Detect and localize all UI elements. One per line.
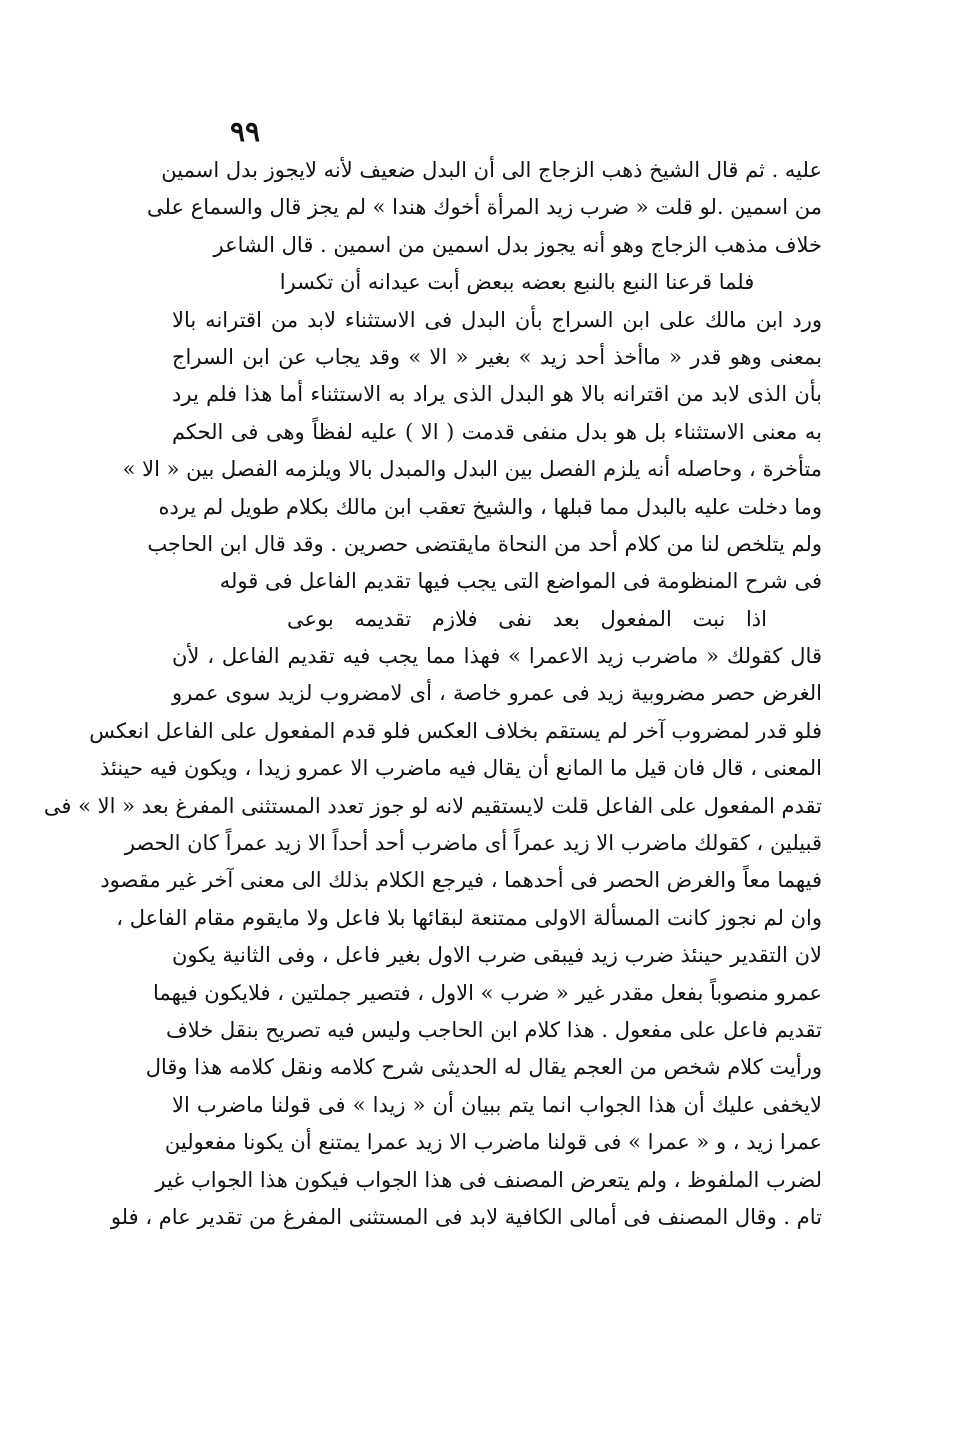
text-line: تقدم المفعول على الفاعل قلت لايستقيم لانه لو جوز تعدد المستثنى المفرغ بعد « الا » فى (43, 793, 822, 818)
text-line: قبيلين ، كقولك ماضرب الا زيد عمراً أى ماضرب أحد أحداً الا زيد عمراً كان الحصر (124, 831, 822, 856)
text-line: المعنى ، قال فان قيل ما المانع أن يقال فيه ماضرب الا عمرو زيدا ، ويكون فيه حينئذ (99, 756, 822, 781)
text-line: به معنى الاستثناء بل هو بدل منفى قدمت ( الا ) عليه لفظاً وهى فى الحكم (172, 419, 822, 444)
text-line: وما دخلت عليه بالبدل مما قبلها ، والشيخ تعقب ابن مالك بكلام طويل لم يرده (158, 494, 822, 519)
text-line: ورأيت كلام شخص من العجم يقال له الحديثى شرح كلامه ونقل كلامه هذا وقال (145, 1055, 822, 1080)
text-line: عمرا زيد ، و « عمرا » فى قولنا ماضرب الا زيد عمرا يمتنع أن يكونا مفعولين (164, 1130, 822, 1155)
text-line: لايخفى عليك أن هذا الجواب انما يتم ببيان أن « زيدا » فى قولنا ماضرب الا (172, 1092, 822, 1117)
text-line: من اسمين .لو قلت « ضرب زيد المرأة أخوك هندا » لم يجز قال والسماع على (147, 195, 822, 220)
text-line: فى شرح المنظومة فى المواضع التى يجب فيها تقديم الفاعل فى قوله (219, 569, 822, 594)
text-line: فيهما معاً والغرض الحصر فى أحدهما ، فيرجع الكلام بذلك الى معنى آخر غير مقصود (100, 868, 822, 893)
text-line: تام . وقال المصنف فى أمالى الكافية لابد فى المستثنى المفرغ من تقدير عام ، فلو (110, 1204, 822, 1229)
poem-verse: فلما قرعنا النبع بالنبع بعضه ببعض أبت عيدانه أن تكسرا (279, 270, 755, 295)
text-line: عليه . ثم قال الشيخ ذهب الزجاج الى أن البدل ضعيف لأنه لايجوز بدل اسمين (161, 158, 822, 182)
text-line: الغرض حصر مضروبية زيد فى عمرو خاصة ، أى لامضروب لزيد سوى عمرو (172, 681, 822, 706)
text-line: فلو قدر لمضروب آخر لم يستقم بخلاف العكس فلو قدم المفعول على الفاعل انعكس (89, 718, 822, 743)
text-line: ولم يتلخص لنا من كلام أحد من النحاة مايقتضى حصرين . وقد قال ابن الحاجب (147, 531, 822, 556)
page-number: ٩٩ (229, 115, 261, 148)
text-line: بأن الذى لابد من اقترانه بالا هو البدل الذى يراد به الاستثناء أما هذا فلم يرد (172, 382, 822, 407)
text-line: لضرب الملفوظ ، ولم يتعرض المصنف فى هذا الجواب فيكون هذا الجواب غير (155, 1167, 822, 1192)
text-line: لان التقدير حينئذ ضرب زيد فيبقى ضرب الاول بغير فاعل ، وفى الثانية يكون (172, 943, 822, 968)
text-line: قال كقولك « ماضرب زيد الاعمرا » فهذا مما يجب فيه تقديم الفاعل ، لأن (172, 644, 822, 669)
text-line: ورد ابن مالك على ابن السراج بأن البدل فى الاستثناء لابد من اقترانه بالا (172, 307, 822, 332)
text-line: تقديم فاعل على مفعول . هذا كلام ابن الحاجب وليس فيه تصريح بنقل خلاف (166, 1017, 822, 1042)
text-line: خلاف مذهب الزجاج وهو أنه يجوز بدل اسمين من اسمين . قال الشاعر (213, 232, 822, 257)
body-text (43, 152, 822, 1236)
text-line: بمعنى وهو قدر « ماأخذ أحد زيد » بغير « الا » وقد يجاب عن ابن السراج (172, 344, 822, 369)
poem-verse: اذا نبت المفعول بعد نفى فلازم تقديمه بوعى (287, 606, 767, 631)
text-line: عمرو منصوباً بفعل مقدر غير « ضرب » الاول ، فتصير جملتين ، فلايكون فيهما (153, 980, 822, 1005)
text-line: متأخرة ، وحاصله أنه يلزم الفصل بين البدل والمبدل بالا ويلزمه الفصل بين « الا » (122, 457, 822, 482)
text-line: وان لم نجوز كانت المسألة الاولى ممتنعة لبقائها بلا فاعل ولا مايقوم مقام الفاعل ، (116, 905, 822, 930)
